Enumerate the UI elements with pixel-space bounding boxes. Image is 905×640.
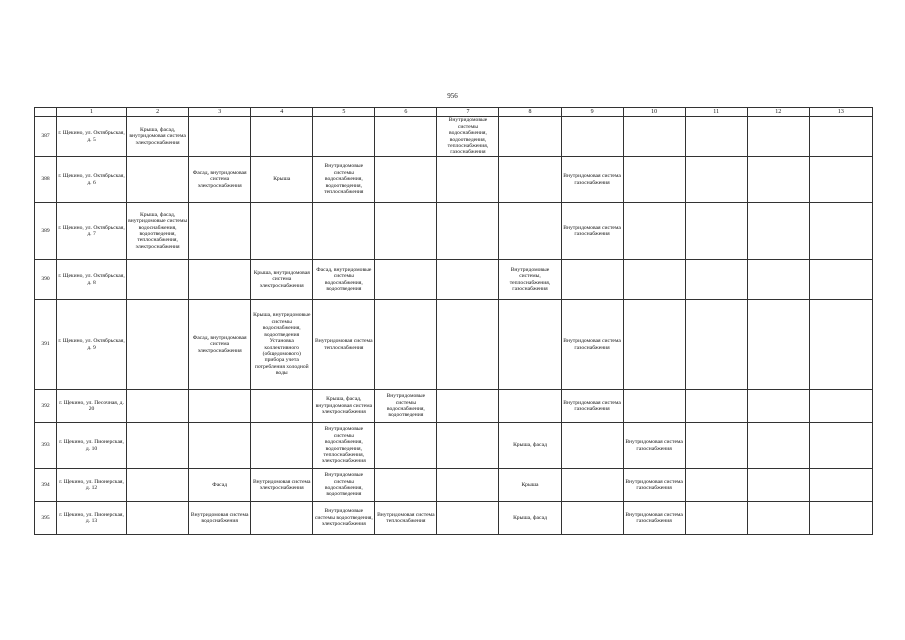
work-cell <box>809 117 872 157</box>
table-row <box>35 390 873 423</box>
work-cell <box>189 260 251 300</box>
work-cell <box>251 423 313 469</box>
table-row <box>35 502 873 535</box>
table-row <box>35 469 873 502</box>
work-cell <box>499 117 561 157</box>
work-cell: Внутридомовая система теплоснабжения <box>375 502 437 535</box>
work-cell <box>189 423 251 469</box>
column-header-row <box>35 108 873 117</box>
work-cell <box>437 157 499 203</box>
work-cell: Внутридомовая система газоснабжения <box>623 502 685 535</box>
work-cell <box>685 390 747 423</box>
column-header-num <box>35 108 57 117</box>
work-cell <box>685 502 747 535</box>
work-cell <box>375 117 437 157</box>
work-cell <box>375 157 437 203</box>
row-number: 394 <box>35 469 57 502</box>
work-cell <box>437 423 499 469</box>
work-cell <box>809 502 872 535</box>
work-cell <box>499 157 561 203</box>
row-number: 391 <box>35 300 57 390</box>
row-number: 389 <box>35 203 57 260</box>
work-cell: Внутридомовые системы водоснабжения, водоотведения <box>313 469 375 502</box>
work-cell <box>189 117 251 157</box>
work-cell <box>313 203 375 260</box>
address-cell: г. Щекино, ул. Октябрьская, д. 9 <box>57 300 127 390</box>
work-cell: Крыша, фасад <box>499 423 561 469</box>
column-header: 4 <box>251 108 313 117</box>
work-cell <box>809 203 872 260</box>
column-header: 8 <box>499 108 561 117</box>
work-cell <box>809 157 872 203</box>
work-cell <box>375 469 437 502</box>
work-cell: Крыша <box>499 469 561 502</box>
work-cell <box>561 423 623 469</box>
work-cell <box>375 300 437 390</box>
work-cell <box>623 203 685 260</box>
work-cell <box>127 423 189 469</box>
work-cell <box>499 203 561 260</box>
address-cell: г. Щекино, ул. Октябрьская, д. 6 <box>57 157 127 203</box>
work-cell: Внутридомовые системы водоснабжения, водоотведения, теплоснабжения, электроснабжения <box>313 423 375 469</box>
work-cell <box>747 469 809 502</box>
work-cell: Фасад, внутридомовая система электроснабжения <box>189 300 251 390</box>
work-cell: Крыша, фасад <box>499 502 561 535</box>
work-cell: Внутридомовые системы водоснабжения, водоотведения, теплоснабжения <box>313 157 375 203</box>
work-cell: Внутридомовые системы, теплоснабжения, газоснабжения <box>499 260 561 300</box>
column-header: 9 <box>561 108 623 117</box>
work-cell <box>437 203 499 260</box>
work-cell <box>251 390 313 423</box>
row-number: 395 <box>35 502 57 535</box>
work-cell: Внутридомовая система газоснабжения <box>561 300 623 390</box>
address-cell: г. Щекино, ул. Октябрьская, д. 8 <box>57 260 127 300</box>
work-cell <box>127 469 189 502</box>
work-cell <box>809 260 872 300</box>
work-cell <box>747 117 809 157</box>
address-cell: г. Щекино, ул. Песочная, д. 20 <box>57 390 127 423</box>
work-cell <box>809 423 872 469</box>
work-cell <box>127 157 189 203</box>
work-cell <box>685 300 747 390</box>
work-cell <box>189 390 251 423</box>
column-header: 5 <box>313 108 375 117</box>
column-header: 10 <box>623 108 685 117</box>
work-cell <box>499 300 561 390</box>
work-cell <box>251 203 313 260</box>
work-cell: Внутридомовая система водоснабжения <box>189 502 251 535</box>
work-cell <box>561 502 623 535</box>
work-cell: Внутридомовая система электроснабжения <box>251 469 313 502</box>
work-cell <box>375 423 437 469</box>
work-cell <box>623 260 685 300</box>
work-cell <box>685 157 747 203</box>
work-cell <box>437 502 499 535</box>
work-cell <box>685 423 747 469</box>
work-cell <box>623 390 685 423</box>
row-number: 390 <box>35 260 57 300</box>
column-header: 2 <box>127 108 189 117</box>
address-cell: г. Щекино, ул. Пионерская, д. 13 <box>57 502 127 535</box>
address-cell: г. Щекино, ул. Октябрьская, д. 7 <box>57 203 127 260</box>
work-cell: Внутридомовая система газоснабжения <box>561 390 623 423</box>
work-cell <box>747 157 809 203</box>
work-cell <box>561 117 623 157</box>
work-cell: Крыша, фасад, внутридомовые системы водоснабжения, водоотведения, теплоснабжения, электроснабжения <box>127 203 189 260</box>
work-cell <box>747 300 809 390</box>
row-number: 387 <box>35 117 57 157</box>
row-number: 388 <box>35 157 57 203</box>
work-cell <box>809 469 872 502</box>
work-cell: Фасад, внутридомовая система электроснабжения <box>189 157 251 203</box>
column-header: 1 <box>57 108 127 117</box>
table-row <box>35 260 873 300</box>
column-header: 3 <box>189 108 251 117</box>
work-cell <box>127 390 189 423</box>
work-cell <box>437 300 499 390</box>
table-row <box>35 300 873 390</box>
work-cell <box>499 390 561 423</box>
row-number: 393 <box>35 423 57 469</box>
work-cell <box>747 203 809 260</box>
work-cell <box>747 423 809 469</box>
work-cell: Фасад, внутридомовые системы водоснабжения, водоотведения <box>313 260 375 300</box>
work-cell: Крыша, фасад, внутридомовая система электроснабжения <box>313 390 375 423</box>
work-cell <box>747 502 809 535</box>
work-cell <box>623 300 685 390</box>
work-cell: Крыша, внутридомовые системы водоснабжения, водоотведения Установка коллективного (общедомового) прибора учета потребления холодной воды <box>251 300 313 390</box>
row-number: 392 <box>35 390 57 423</box>
work-cell <box>685 260 747 300</box>
work-cell: Внутридомовая система газоснабжения <box>623 423 685 469</box>
work-cell <box>685 469 747 502</box>
work-cell <box>561 260 623 300</box>
work-cell: Внутридомовые системы водоотведения, электроснабжения <box>313 502 375 535</box>
work-cell <box>127 502 189 535</box>
work-cell: Внутридомовые системы водоснабжения, водоотведения, теплоснабжения, газоснабжения <box>437 117 499 157</box>
work-cell <box>809 300 872 390</box>
work-cell: Внутридомовая система теплоснабжения <box>313 300 375 390</box>
table-row <box>35 157 873 203</box>
work-cell <box>437 390 499 423</box>
work-cell <box>747 390 809 423</box>
column-header: 6 <box>375 108 437 117</box>
work-cell <box>623 157 685 203</box>
table-row <box>35 203 873 260</box>
work-cell: Внутридомовая система газоснабжения <box>561 203 623 260</box>
address-cell: г. Щекино, ул. Пионерская, д. 12 <box>57 469 127 502</box>
column-header: 11 <box>685 108 747 117</box>
work-cell <box>127 260 189 300</box>
work-cell: Внутридомовая система газоснабжения <box>561 157 623 203</box>
table-row <box>35 117 873 157</box>
column-header: 13 <box>809 108 872 117</box>
work-cell <box>561 469 623 502</box>
work-cell <box>251 117 313 157</box>
work-cell <box>127 300 189 390</box>
work-cell <box>251 502 313 535</box>
work-cell <box>437 469 499 502</box>
page-number: 956 <box>447 92 458 100</box>
work-cell <box>685 117 747 157</box>
work-cell <box>375 260 437 300</box>
work-cell <box>623 117 685 157</box>
work-cell <box>375 203 437 260</box>
table-row <box>35 423 873 469</box>
work-cell: Крыша, внутридомовая система электроснабжения <box>251 260 313 300</box>
work-cell <box>809 390 872 423</box>
work-cell <box>189 203 251 260</box>
column-header: 12 <box>747 108 809 117</box>
address-cell: г. Щекино, ул. Пионерская, д. 10 <box>57 423 127 469</box>
work-cell <box>685 203 747 260</box>
work-cell: Крыша, фасад, внутридомовая система электроснабжения <box>127 117 189 157</box>
column-header: 7 <box>437 108 499 117</box>
work-cell: Крыша <box>251 157 313 203</box>
work-cell: Внутридомовые системы водоснабжения, водоотведения <box>375 390 437 423</box>
work-cell <box>437 260 499 300</box>
work-cell: Внутридомовая система газоснабжения <box>623 469 685 502</box>
capital-repair-table <box>34 107 873 535</box>
work-cell <box>313 117 375 157</box>
work-cell: Фасад <box>189 469 251 502</box>
address-cell: г. Щекино, ул. Октябрьская, д. 5 <box>57 117 127 157</box>
work-cell <box>747 260 809 300</box>
